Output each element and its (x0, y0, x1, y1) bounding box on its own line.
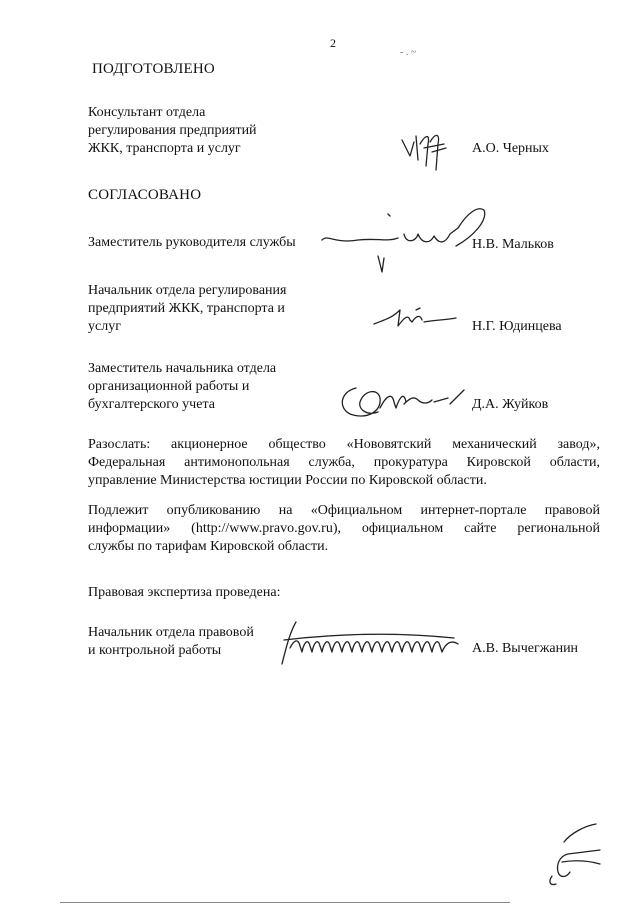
position-line: и контрольной работы (88, 643, 222, 658)
paragraph-line: Разослать: акционерное общество «Нововятский механический завод», (88, 437, 600, 452)
paragraph-line: информации» (http://www.pravo.gov.ru), официальном сайте региональной (88, 521, 600, 536)
position-line: Начальник отдела правовой (88, 625, 254, 640)
distribution-paragraph (88, 436, 600, 490)
position-line: регулирования предприятий (88, 123, 257, 138)
signature-zhuikov (336, 378, 470, 428)
paragraph-line: управление Министерства юстиции России по Кировской области. (88, 473, 487, 488)
position-line: Консультант отдела (88, 105, 206, 120)
page-number: 2 (330, 36, 336, 50)
prepared-position (88, 104, 318, 158)
legal-review-position (88, 624, 288, 660)
position-line: бухгалтерского учета (88, 397, 215, 412)
signature-vychegzhanin (274, 618, 464, 668)
signatory-name: Д.А. Жуйков (472, 397, 549, 412)
signatory-name: Н.В. Мальков (472, 237, 554, 252)
signature-malkov (318, 200, 488, 280)
position-line: предприятий ЖКК, транспорта и (88, 301, 285, 316)
position-line: Заместитель руководителя службы (88, 235, 296, 250)
position-line: организационной работы и (88, 379, 250, 394)
scan-edge-line (60, 902, 510, 903)
paragraph-line: Подлежит опубликованию на «Официальном интернет-портале правовой (88, 503, 600, 518)
signatory-position (88, 282, 328, 336)
paragraph-line: Федеральная антимонопольная служба, прокуратура Кировской области, (88, 455, 600, 470)
legal-review-name: А.В. Вычегжанин (472, 641, 579, 656)
position-line: Заместитель начальника отдела (88, 361, 277, 376)
agreed-heading: СОГЛАСОВАНО (88, 187, 202, 203)
prepared-name: А.О. Черных (472, 141, 549, 156)
initials-mark (540, 820, 610, 890)
signatory-name: Н.Г. Юдинцева (472, 319, 562, 334)
position-line: ЖКК, транспорта и услуг (88, 141, 241, 156)
legal-review-text: Правовая экспертиза проведена: (88, 585, 281, 600)
signatory-position (88, 234, 328, 252)
prepared-heading: ПОДГОТОВЛЕНО (92, 61, 215, 77)
signatory-position (88, 360, 328, 414)
signature-yudintseva (370, 300, 460, 336)
signature-chernykh (396, 126, 456, 176)
position-line: услуг (88, 319, 121, 334)
paragraph-line: службы по тарифам Кировской области. (88, 539, 329, 554)
scan-speck: - . ~ (400, 47, 417, 58)
position-line: Начальник отдела регулирования (88, 283, 287, 298)
publication-paragraph (88, 502, 600, 556)
